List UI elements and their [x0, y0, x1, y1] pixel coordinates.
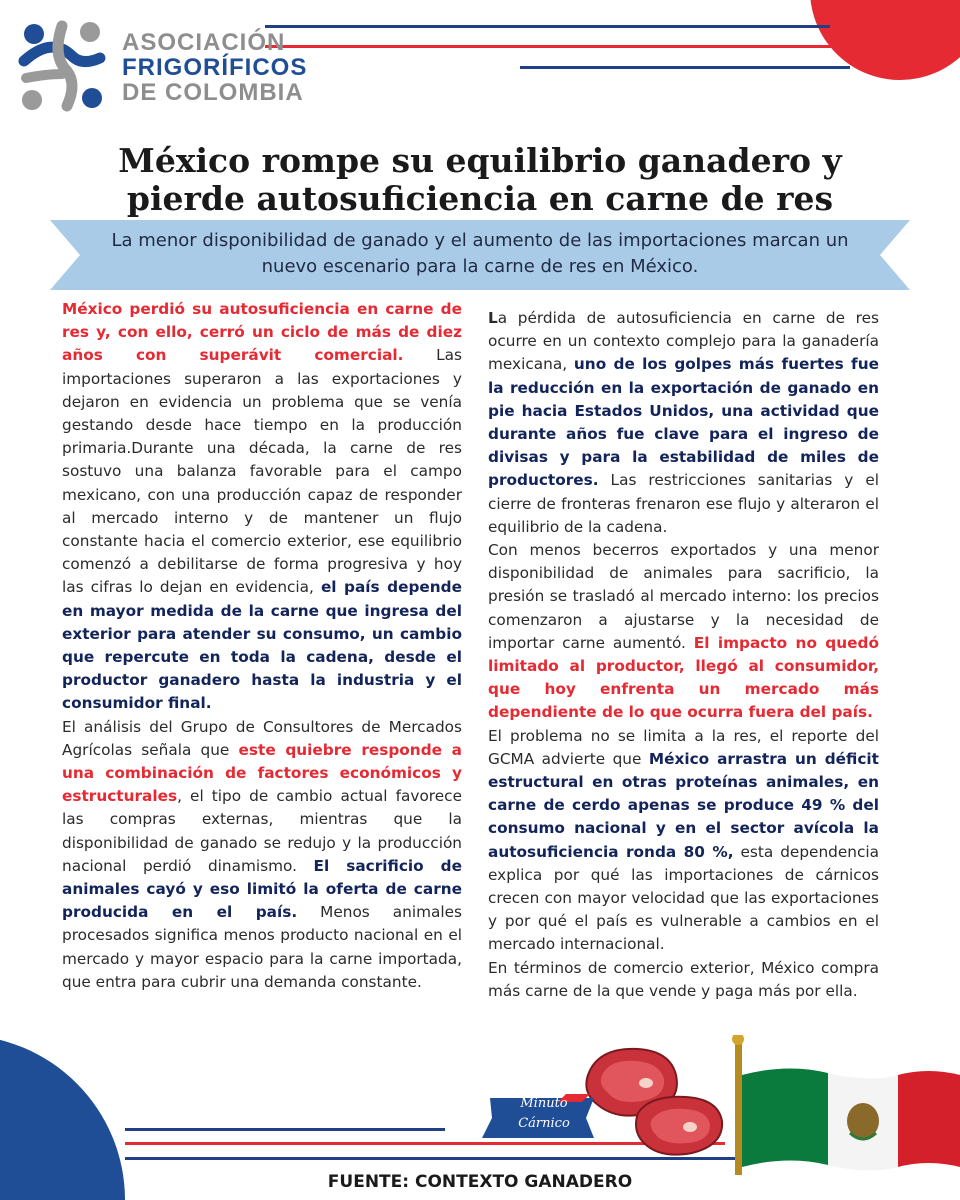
right-p3-highlight-navy: México arrastra un déficit estructural en otras proteínas animales, en carne de cerdo apenas se produce 49 % del consumo nacional y en el sector avícola la autosuficiencia ronda 80 %,	[488, 749, 879, 861]
right-paragraph-4: En términos de comercio exterior, México compra más carne de la que vende y paga más por ella.	[488, 958, 879, 1000]
right-paragraph-3	[488, 725, 879, 957]
right-p1-text: a pérdida de autosuficiencia en carne de res ocurre en un contexto complejo para la ganadería mexicana,	[488, 309, 879, 374]
headline: México rompe su equilibrio ganadero y pierde autosuficiencia en carne de res	[118, 141, 842, 218]
top-stripe-3	[520, 66, 850, 69]
left-paragraph-1	[62, 298, 462, 716]
right-p1-initial: L	[488, 309, 498, 327]
left-p2-text-1: El análisis del Grupo de Consultores de Mercados Agrícolas señala que	[62, 717, 462, 759]
left-p2-highlight-red: este quiebre responde a una combinación de factores económicos y estructurales	[62, 740, 462, 806]
left-p2-highlight-navy: El sacrificio de animales cayó y eso limitó la oferta de carne producida en el país.	[62, 856, 462, 922]
right-p2-text: Con menos becerros exportados y una menor disponibilidad de animales para sacrificio, la presión se trasladó al mercado interno: los precios comenzaron a ajustarse y la necesidad de importar carne aumentó.	[488, 541, 879, 652]
left-p1-highlight-red: México perdió su autosuficiencia en carne de res y, con ello, cerró un ciclo de más de diez años con superávit comercial.	[62, 300, 462, 365]
left-paragraph-2	[62, 716, 462, 994]
badge-line-2: Cárnico	[518, 1116, 570, 1131]
meat-steak-icon	[578, 1035, 738, 1165]
mexico-flag-icon	[718, 1035, 960, 1175]
badge-line-1: Minuto	[520, 1096, 568, 1111]
left-p2-text-3: Menos animales procesados significa menos producto nacional en el mercado y mayor espacio para la carne importada, que entra para cubrir una demanda constante.	[62, 903, 462, 991]
logo-line-3: DE COLOMBIA	[122, 79, 304, 106]
source-credit: FUENTE: CONTEXTO GANADERO	[327, 1172, 633, 1192]
left-p2-text-2: , el tipo de cambio actual favorece las compras externas, mientras que la disponibilidad de ganado se redujo y la producción nacional perdió dinamismo.	[62, 787, 462, 875]
right-p3-text: El problema no se limita a la res, el reporte del GCMA advierte que	[488, 726, 879, 768]
left-p1-text: Las importaciones superaron a las exportaciones y dejaron en evidencia un problema que se venía gestando desde hace tiempo en la producción primaria.Durante una década, la carne de res sostuvo una balanza favorable para el campo mexicano, con una producción capaz de responder al mercado interno y de mantener un flujo constante hacia el comercio exterior, ese equilibrio comenzó a debilitarse de forma progresiva y hoy las cifras lo dejan en evidencia,	[62, 346, 463, 597]
logo-text	[122, 30, 307, 105]
right-paragraph-2	[488, 539, 879, 725]
right-p3-text-2: esta dependencia explica por qué las importaciones de cárnicos crecen con mayor velocidad que las exportaciones y por qué el país es vulnerable a cambios en el mercado internacional.	[488, 842, 879, 954]
subtitle: La menor disponibilidad de ganado y el aumento de las importaciones marcan un nuevo escenario para la carne de res en México.	[111, 230, 849, 277]
minuto-carnico-badge	[498, 1094, 590, 1134]
top-stripe-2	[265, 45, 835, 48]
bottom-stripe-1	[125, 1128, 445, 1131]
right-column	[488, 307, 879, 1003]
right-p1-text-2: Las restricciones sanitarias y el cierre de fronteras frenaron ese flujo y alteraron el equilibrio de la cadena.	[488, 471, 879, 536]
logo-line-1: ASOCIACIÓN	[122, 29, 286, 56]
left-column	[62, 298, 462, 994]
association-logo-icon	[12, 16, 112, 116]
left-p1-highlight-navy: el país depende en mayor medida de la carne que ingresa del exterior para atender su consumo, un cambio que repercute en toda la cadena, desde el productor ganadero hasta la industria y el consumidor final.	[62, 578, 462, 713]
right-p1-highlight-navy: uno de los golpes más fuertes fue la reducción en la exportación de ganado en pie hacia Estados Unidos, una actividad que durante años fue clave para el ingreso de divisas y para la estabilidad de miles de productores.	[488, 355, 879, 490]
top-stripe-1	[265, 25, 830, 28]
logo-line-2: FRIGORÍFICOS	[122, 54, 308, 81]
right-paragraph-1	[488, 307, 879, 539]
right-p2-highlight-red: El impacto no quedó limitado al productor, llegó al consumidor, que hoy enfrenta un mercado más dependiente de lo que ocurra fuera del país.	[488, 633, 879, 722]
